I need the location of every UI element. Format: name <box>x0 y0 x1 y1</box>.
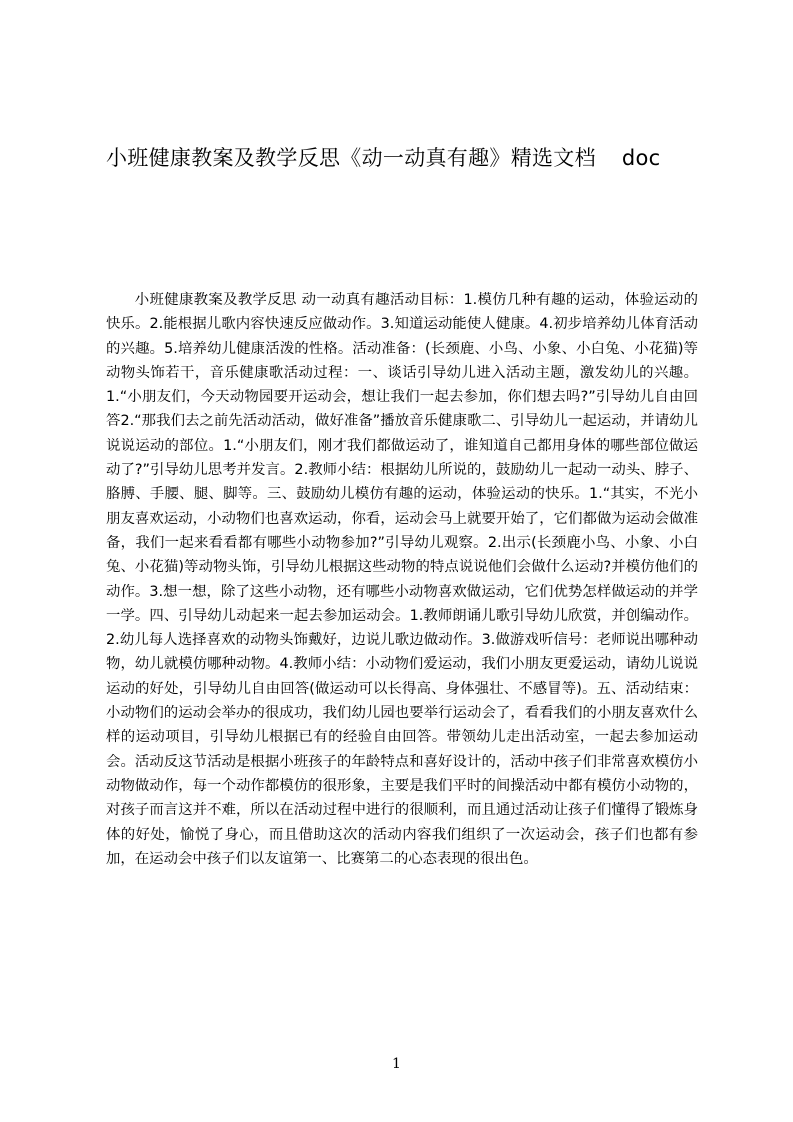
body-paragraph: 小班健康教案及教学反思 动一动真有趣活动目标：1.模仿几种有趣的运动，体验运动的快乐。2.能根据儿歌内容快速反应做动作。3.知道运动能使人健康。4.初步培养幼儿体育活动的兴趣。5.培养幼儿健康活泼的性格。活动准备：(长颈鹿、小鸟、小象、小白兔、小花猫)等动物头饰若干，音乐健康歌活动过程：一、谈话引导幼儿进入活动主题，激发幼儿的兴趣。1.“小朋友们，今天动物园要开运动会，想让我们一起去参加，你们想去吗?”引导幼儿自由回答2.“那我们去之前先活动活动，做好准备”播放音乐健康歌二、引导幼儿一起运动，并请幼儿说说运动的部位。1.“小朋友们，刚才我们都做运动了，谁知道自己都用身体的哪些部位做运动了?”引导幼儿思考并发言。2.教师小结：根据幼儿所说的，鼓励幼儿一起动一动头、脖子、胳膊、手腰、腿、脚等。三、鼓励幼儿模仿有趣的运动，体验运动的快乐。1.“其实，不光小朋友喜欢运动，小动物们也喜欢运动，你看，运动会马上就要开始了，它们都做为运动会做准备，我们一起来看看都有哪些小动物参加?”引导幼儿观察。2.出示(长颈鹿小鸟、小象、小白兔、小花猫)等动物头饰，引导幼儿根据这些动物的特点说说他们会做什么运动?并模仿他们的动作。3.想一想，除了这些小动物，还有哪些小动物喜欢做运动，它们优势怎样做运动的并学一学。四、引导幼儿动起来一起去参加运动会。1.教师朗诵儿歌引导幼儿欣赏，并创编动作。2.幼儿每人选择喜欢的动物头饰戴好，边说儿歌边做动作。3.做游戏听信号：老师说出哪种动物，幼儿就模仿哪种动物。4.教师小结：小动物们爱运动，我们小朋友更爱运动，请幼儿说说运动的好处，引导幼儿自由回答(做运动可以长得高、身体强壮、不感冒等)。五、活动结束：小动物们的运动会举办的很成功，我们幼儿园也要举行运动会了，看看我们的小朋友喜欢什么样的运动项目，引导幼儿根据已有的经验自由回答。带领幼儿走出活动室，一起去参加运动会。活动反这节活动是根据小班孩子的年龄特点和喜好设计的，活动中孩子们非常喜欢模仿小动物做动作，每一个动作都模仿的很形象，主要是我们平时的间操活动中都有模仿小动物的，对孩子而言这并不难，所以在活动过程中进行的很顺利，而且通过活动让孩子们懂得了锻炼身体的好处，愉悦了身心，而且借助这次的活动内容我们组织了一次运动会，孩子们也都有参加，在运动会中孩子们以友谊第一、比赛第二的心态表现的很出色。 <box>106 292 698 867</box>
page-number: 1 <box>392 1056 401 1072</box>
document-title <box>106 143 726 173</box>
title-suffix: doc <box>621 146 661 170</box>
title-text: 小班健康教案及教学反思《动一动真有趣》精选文档 <box>106 146 596 170</box>
